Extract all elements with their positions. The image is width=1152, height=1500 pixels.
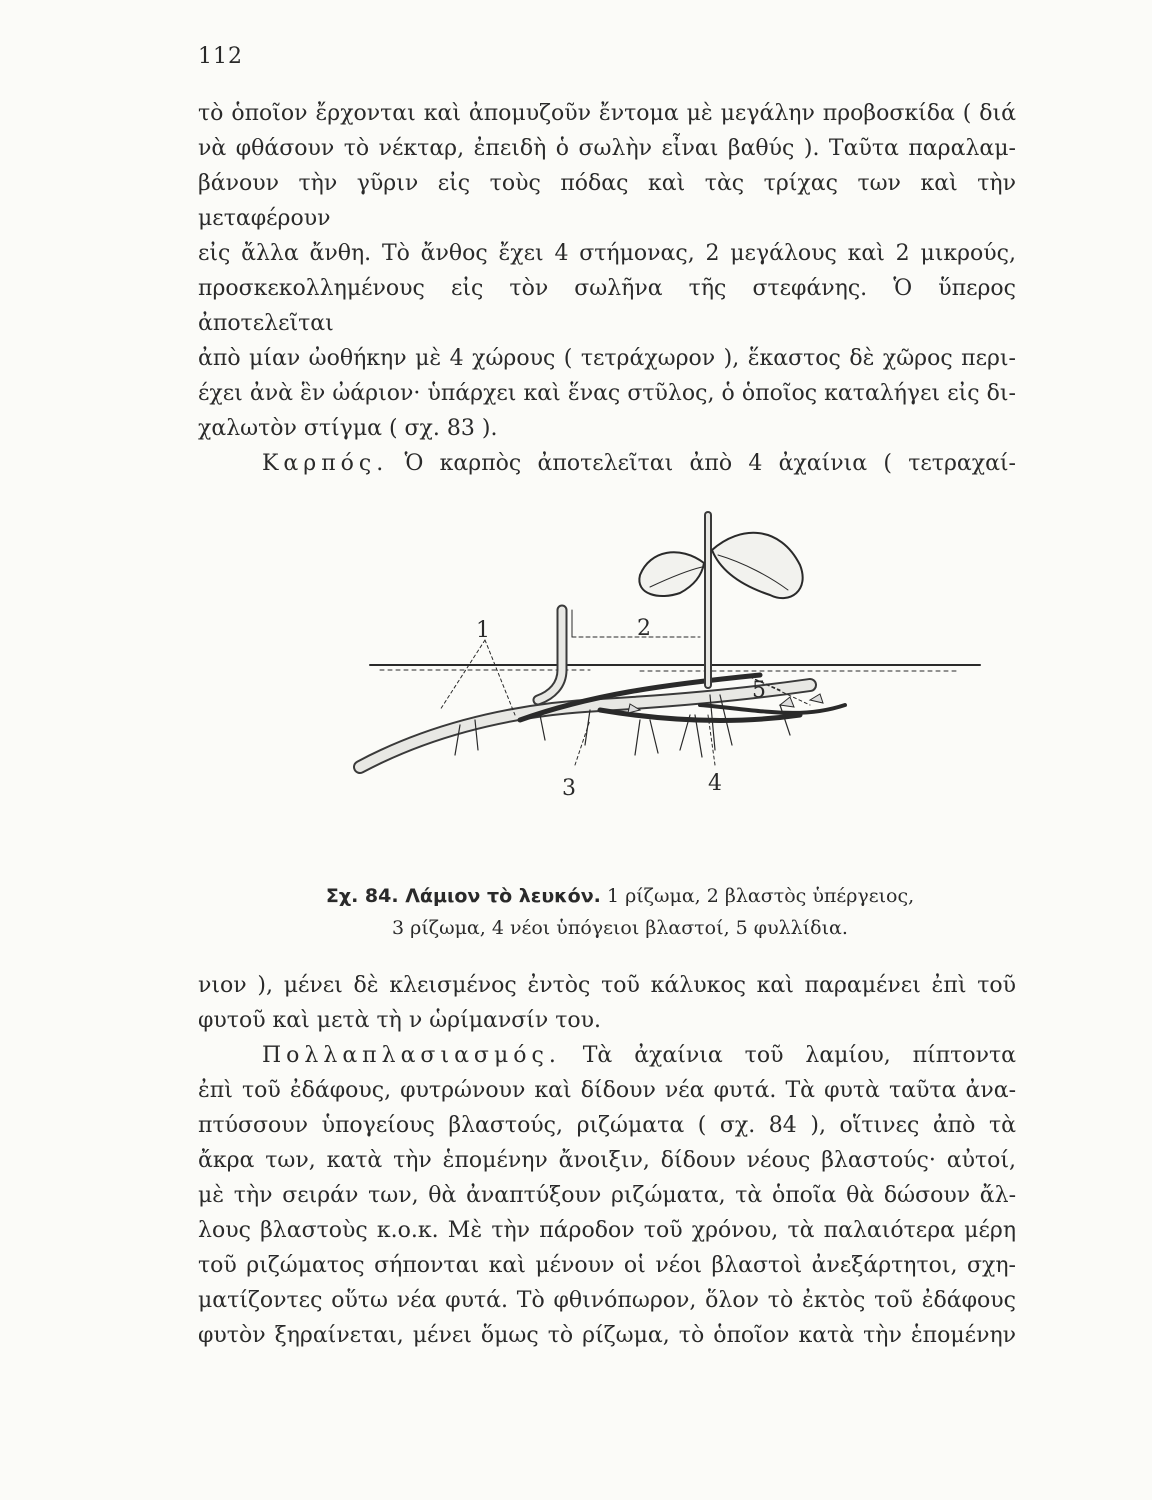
text-line: ἐπὶ τοῦ ἐδάφους, φυτρώνουν καὶ δίδουν νέα φυτά. Τὰ φυτὰ ταῦτα ἀνα- (198, 1078, 1016, 1103)
caption-text: 1 ρίζωμα, 2 βλαστὸς ὑπέργειος, (606, 885, 915, 907)
page-number: 112 (198, 44, 243, 69)
text-line: προσκεκολλημένους εἰς τὸν σωλῆνα τῆς στεφάνης. Ὁ ὕπερος ἀποτελεῖται (198, 276, 1016, 336)
fruit-text: Ὁ καρπὸς ἀποτελεῖται ἀπὸ 4 ἀχαίνια ( τετραχαί- (404, 451, 1016, 476)
branch-rhizome (700, 705, 845, 713)
text-line: ἄκρα των, κατὰ τὴν ἑπομένην ἄνοιξιν, δίδουν νέους βλαστούς· αὐτοί, (198, 1148, 1016, 1173)
leaf (639, 552, 704, 596)
text-line: νὰ φθάσουν τὸ νέκταρ, ἐπειδὴ ὁ σωλὴν εἶναι βαθύς ). Ταῦτα παραλαμ- (198, 136, 1016, 161)
caption-line (326, 885, 914, 907)
text-line: τοῦ ριζώματος σήπονται καὶ μένουν οἱ νέοι βλαστοὶ ἀνεξάρτητοι, σχη- (198, 1253, 1016, 1278)
text-line: μὲ τὴν σειράν των, θὰ ἀναπτύξουν ριζώματα, τὰ ὁποῖα θὰ δώσουν ἄλ- (198, 1183, 1016, 1208)
figure-lamium-rhizome (340, 505, 1030, 830)
text-line: πτύσσουν ὑπογείους βλαστούς, ριζώματα ( σχ. 84 ), οἵτινες ἀπὸ τὰ (198, 1113, 1016, 1138)
text-line: φυτοῦ καὶ μετὰ τὴ ν ὡρίμανσίν του. (198, 1008, 602, 1033)
ground-hatching (380, 670, 960, 671)
fruit-heading: Καρπός. (262, 451, 389, 476)
propagation-text: Τὰ ἀχαίνια τοῦ λαμίου, πίπτοντα (582, 1043, 1016, 1068)
figure-label-5: 5 (752, 678, 766, 703)
text-line: χαλωτὸν στίγμα ( σχ. 83 ). (198, 416, 498, 441)
figure-caption (270, 880, 970, 944)
top-paragraph (198, 96, 1016, 481)
text-line: φυτὸν ξηραίνεται, μένει ὅμως τὸ ρίζωμα, τὸ ὁποῖον κατὰ τὴν ἑπομένην (198, 1323, 1016, 1348)
text-line: ἀπὸ μίαν ὠοθήκην μὲ 4 χώρους ( τετράχωρον ), ἕκαστος δὲ χῶρος περι- (198, 346, 1016, 371)
figure-label-1: 1 (476, 618, 490, 643)
bottom-paragraph (198, 968, 1016, 1353)
propagation-heading: Πολλαπλασιασμός. (262, 1043, 561, 1068)
figure-label-2: 2 (637, 616, 651, 641)
leaf (712, 533, 803, 598)
figure-label-3: 3 (562, 776, 576, 801)
figure-label-4: 4 (708, 771, 722, 796)
text-line: ματίζοντες οὕτω νέα φυτά. Τὸ φθινόπωρον, ὅλον τὸ ἐκτὸς τοῦ ἐδάφους (198, 1288, 1016, 1313)
text-line: λους βλαστοὺς κ.ο.κ. Μὲ τὴν πάροδον τοῦ χρόνου, τὰ παλαιότερα μέρη (198, 1218, 1016, 1243)
main-rhizome-highlight (360, 685, 810, 767)
text-line: νιον ), μένει δὲ κλεισμένος ἐντὸς τοῦ κάλυκος καὶ παραμένει ἐπὶ τοῦ (198, 973, 1016, 998)
caption-label: Σχ. 84. Λάμιον τὸ λευκόν. (325, 885, 601, 907)
text-line: βάνουν τὴν γῦριν εἰς τοὺς πόδας καὶ τὰς τρίχας των καὶ τὴν μεταφέρουν (198, 171, 1016, 231)
caption-line: 3 ρίζωμα, 4 νέοι ὑπόγειοι βλαστοί, 5 φυλλίδια. (392, 917, 848, 939)
fruit-paragraph (198, 446, 1016, 481)
text-line: εἰς ἄλλα ἄνθη. Τὸ ἄνθος ἔχει 4 στήμονας, 2 μεγάλους καὶ 2 μικρούς, (198, 241, 1016, 266)
text-line: έχει ἀνὰ ἓν ὠάριον· ὑπάρχει καὶ ἕνας στῦλος, ὁ ὁποῖος καταλήγει εἰς δι- (198, 381, 1016, 406)
propagation-first-line (198, 1038, 1016, 1073)
text-line: τὸ ὁποῖον ἔρχονται καὶ ἀπομυζοῦν ἔντομα μὲ μεγάλην προβοσκίδα ( διά (198, 101, 1016, 126)
plant-illustration (340, 505, 1030, 830)
